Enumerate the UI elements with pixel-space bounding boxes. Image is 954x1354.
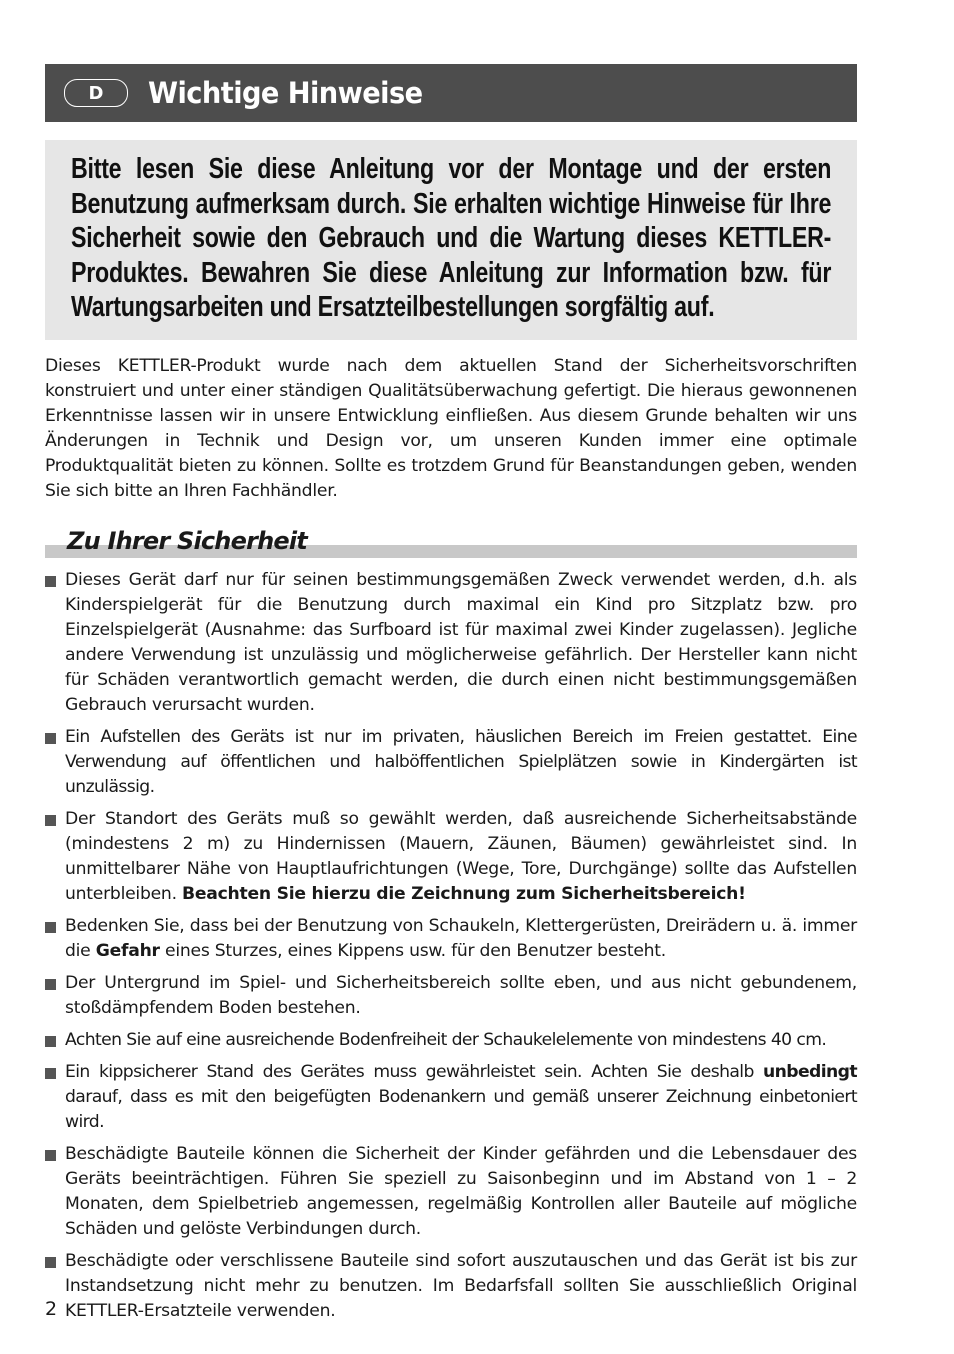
list-item — [45, 1142, 857, 1242]
list-item-text: Der Untergrund im Spiel- und Sicherheitsbereich sollte eben, und aus nicht gebundenem, stoßdämpfendem Boden bestehen. — [65, 973, 857, 1018]
list-item-text: Achten Sie auf eine ausreichende Bodenfreiheit der Schaukelelemente von mindestens 40 cm. — [65, 1030, 827, 1050]
intro-text: Bitte lesen Sie diese Anleitung vor der Montage und der ersten Benutzung aufmerksam durch. Sie erhalten wichtige Hinweise für Ihre Sicherheit sowie den Gebrauch und die Wartung dieses KETTLER-Produktes. Bewahren Sie diese Anleitung zur Information bzw. für Wartungsarbeiten und Ersatzteilbestellungen sorgfältig auf. — [71, 152, 832, 322]
list-item — [45, 725, 857, 800]
square-bullet-icon — [45, 922, 56, 933]
list-item-text-part: darauf, dass es mit den beigefügten Bodenankern und gemäß unserer Zeichnung einbetoniert wird. — [65, 1087, 857, 1132]
list-item-bold-text: Gefahr — [95, 941, 160, 961]
language-badge: D — [64, 79, 128, 107]
list-item — [45, 1060, 857, 1135]
square-bullet-icon — [45, 1068, 56, 1079]
list-item-text: Beschädigte oder verschlissene Bauteile sind sofort auszutauschen und das Gerät ist bis zur Instandsetzung nicht mehr zu benutzen. Im Bedarfsfall sollten Sie ausschließlich Original KETTLER-Ersatzteile verwenden. — [65, 1251, 857, 1321]
list-item-text — [65, 916, 857, 961]
list-item-text: Beschädigte Bauteile können die Sicherheit der Kinder gefährden und die Lebensdauer des Geräts beeinträchtigen. Führen Sie speziell zu Saisonbeginn und im Abstand von 1 – 2 Monaten, dem Spielbetrieb angemessen, regelmäßig Kontrollen aller Bauteile auf mögliche Schäden und gelöste Verbindungen durch. — [65, 1144, 857, 1239]
intro-box — [45, 140, 857, 340]
list-item-bold-text: unbedingt — [763, 1062, 857, 1082]
list-item-text — [65, 1062, 857, 1132]
list-item-text: Dieses Gerät darf nur für seinen bestimmungsgemäßen Zweck verwendet werden, d.h. als Kinderspielgerät für die Benutzung durch maximal ein Kind pro Sitzplatz bzw. pro Einzelspielgerät (Ausnahme: das Surfboard ist für maximal zwei Kinder zugelassen). Jegliche andere Verwendung ist unzulässig und möglicherweise gefährlich. Der Hersteller kann nicht für Schäden verantwortlich gemacht werden, die durch einen nicht bestimmungsgemäßen Gebrauch verursacht wurden. — [65, 570, 857, 715]
list-item — [45, 807, 857, 907]
page-title: Wichtige Hinweise — [148, 76, 423, 110]
list-item-text-part: Ein kippsicherer Stand des Gerätes muss gewährleistet sein. Achten Sie deshalb — [65, 1062, 754, 1082]
square-bullet-icon — [45, 815, 56, 826]
list-item-text — [65, 809, 857, 904]
list-item — [45, 1028, 857, 1053]
list-item — [45, 568, 857, 718]
section-header-bar — [45, 64, 857, 122]
page-number: 2 — [45, 1298, 58, 1320]
square-bullet-icon — [45, 576, 56, 587]
section-heading-block — [45, 526, 857, 562]
square-bullet-icon — [45, 979, 56, 990]
list-item — [45, 914, 857, 964]
list-item — [45, 971, 857, 1021]
square-bullet-icon — [45, 1257, 56, 1268]
list-item-text-part: eines Sturzes, eines Kippens usw. für den Benutzer besteht. — [165, 941, 667, 961]
square-bullet-icon — [45, 1036, 56, 1047]
safety-list — [45, 568, 857, 1331]
section-heading: Zu Ihrer Sicherheit — [67, 527, 307, 555]
list-item-text: Ein Aufstellen des Geräts ist nur im privaten, häuslichen Bereich im Freien gestattet. Eine Verwendung auf öffentlichen und halböffentlichen Spielplätzen sowie in Kindergärten ist unzulässig. — [65, 727, 857, 797]
list-item-bold-text: Beachten Sie hierzu die Zeichnung zum Sicherheitsbereich! — [182, 884, 746, 904]
list-item-text-part: Der Standort des Geräts muß so gewählt werden, daß ausreichende Sicherheitsabstände (mindestens 2 m) zu Hindernissen (Mauern, Zäunen, Bäumen) gewährleistet sind. In unmittelbarer Nähe von Hauptlaufrichtungen (Wege, Tore, Durchgänge) sollte das Aufstellen unterbleiben. — [65, 809, 857, 904]
square-bullet-icon — [45, 733, 56, 744]
body-paragraph: Dieses KETTLER-Produkt wurde nach dem aktuellen Stand der Sicherheitsvorschriften konstruiert und unter einer ständigen Qualitätsüberwachung gefertigt. Die hieraus gewonnenen Erkenntnisse lassen wir in unsere Entwicklung einfließen. Aus diesem Grunde behalten wir uns Änderungen in Technik und Design vor, um unseren Kunden immer eine optimale Produktqualität bieten zu können. Sollte es trotzdem Grund für Beanstandungen geben, wenden Sie sich bitte an Ihren Fachhändler. — [45, 356, 857, 501]
list-item — [45, 1249, 857, 1324]
list-item-text-part: Bedenken Sie, dass bei der Benutzung von Schaukeln, Klettergerüsten, Dreirädern u. ä. immer die — [65, 916, 857, 961]
square-bullet-icon — [45, 1150, 56, 1161]
